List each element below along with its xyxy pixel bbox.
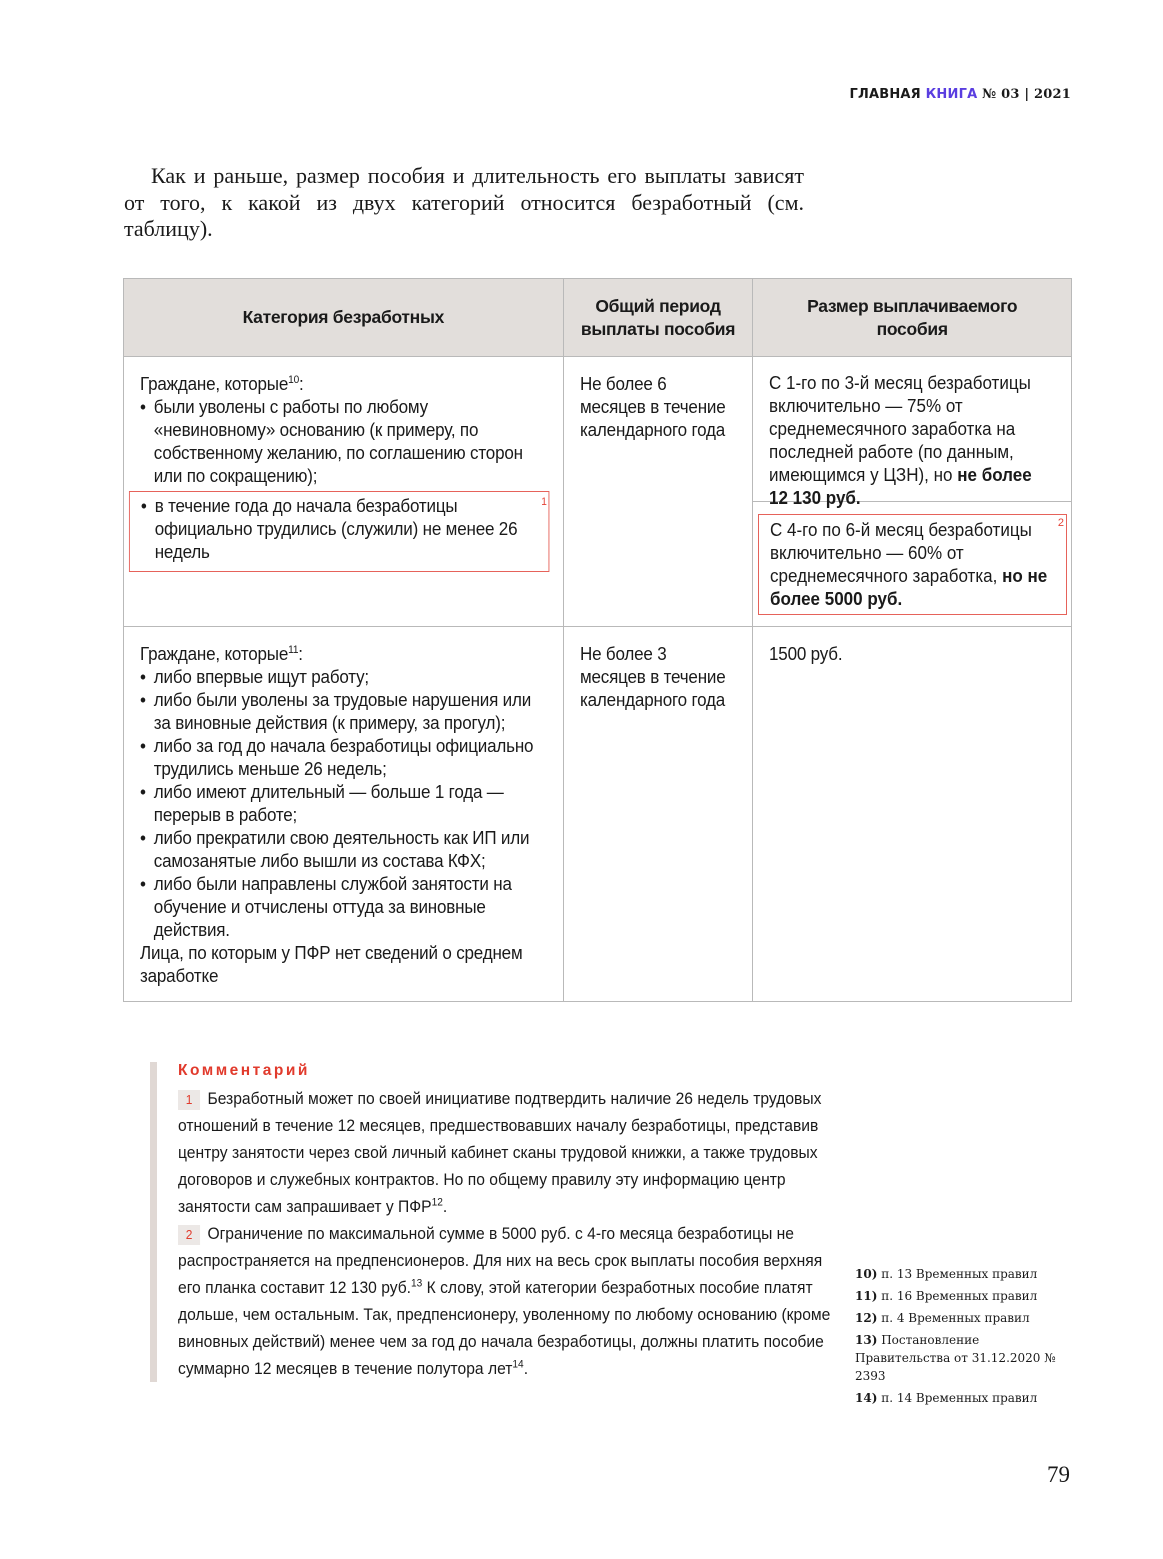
period-text: Не более 3 месяцев в течение календарного года [579,643,726,710]
amount-cell [753,627,1072,1002]
category-lead: Граждане, которые$^{11}$: [140,643,303,664]
intro-text: Как и раньше, размер пособия и длительность его выплаты зависят от того, к какой из двух категорий относится безработный (см. таблицу). [124,163,804,241]
footnote: 10) п. 13 Временных правил [855,1267,1038,1281]
amount-subcell-2 [753,501,1071,615]
footnote-ref: 11 [288,643,299,656]
brand-name-accent: КНИГА [925,87,978,102]
column-header-period: Общий период выплаты пособия [563,279,753,357]
column-header-category: Категория безработных [124,279,564,357]
amount-text: 1500 руб. [769,643,843,664]
unemployment-benefit-table [123,278,1072,1002]
amount-limit-bold: но не более 5000 руб. [770,565,1048,609]
list-item: • либо прекратили свою деятельность как ИП или самозанятые либо вышли из состава КФХ; [140,826,544,872]
highlight-box-2: С 4-го по 6-й месяц безработицы включительно — 60% от среднемесячного заработка, но не более 5000 руб. 2 [758,514,1067,615]
footnote-ref: 10 [288,373,300,386]
comment-number-badge: 1 [178,1090,200,1110]
table-row [124,627,1072,1002]
footnote: 14) п. 14 Временных правил [855,1391,1038,1405]
category-tail: Лица, по которым у ПФР нет сведений о среднем заработке [140,942,523,986]
footnote: 12) п. 4 Временных правил [855,1311,1030,1325]
footnote-ref: 14 [512,1358,524,1371]
column-header-amount: Размер выплачиваемого пособия [753,279,1072,357]
footnote-ref: 12 [431,1196,443,1209]
footnote-ref: 13 [411,1277,423,1290]
list-item-highlighted: • в течение года до начала безработицы официально трудились (служили) не менее 26 недель [141,494,543,563]
list-item: • либо за год до начала безработицы официально трудились меньше 26 недель; [140,734,544,780]
amount-subcell-1: С 1-го по 3-й месяц безработицы включительно — 75% от среднемесячного заработка на последней работе (по данным, имеющимся у ЦЗН), но не более 12 130 руб. [769,372,1033,508]
category-cell [124,357,564,627]
period-text: Не более 6 месяцев в течение календарного года [579,373,726,440]
amount-limit-bold: не более 12 130 руб. [769,464,1033,508]
category-lead: Граждане, которые$^{10}$: [140,373,304,394]
list-item: • либо впервые ищут работу; [140,665,544,688]
brand-name: ГЛАВНАЯ [849,87,921,102]
comment-title: Комментарий [178,1062,310,1079]
period-cell [563,357,753,627]
comment-number-badge: 2 [178,1225,200,1245]
comment-marker: 2 [1057,517,1064,529]
page-number: 79 [1047,1462,1070,1487]
footnote: 13) Постановление Правительства от 31.12.2020 № 2393 [855,1333,1056,1383]
list-item: • либо были уволены за трудовые нарушения или за виновные действия (к примеру, за прогул); [140,688,544,734]
list-item: • были уволены с работы по любому «невиновному» основанию (к примеру, по собственному желанию, по соглашению сторон или по сокращению); [140,395,544,487]
period-cell [563,627,753,1002]
comment-item: 1 Безработный может по своей инициативе подтвердить наличие 26 недель трудовых отношений в течение 12 месяцев, предшествовавших началу безработицы, представив центру занятости через свой личный кабинет сканы трудовой книжки, а также трудовых договоров и служебных контрактов. Но по общему правилу эту информацию центр занятости сам запрашивает у ПФР$^{12}$. [178,1089,822,1216]
footnote: 11) п. 16 Временных правил [855,1289,1038,1303]
category-cell [124,627,564,1002]
footnotes [855,1265,1070,1411]
comment-box [150,1062,838,1382]
list-item: • либо имеют длительный — больше 1 года — перерыв в работе; [140,780,544,826]
issue-number: № 03 | 2021 [982,87,1071,102]
comment-marker: 1 [541,496,547,508]
comment-item: 2 Ограничение по максимальной сумме в 5000 руб. с 4-го месяца безработицы не распространяется на предпенсионеров. Для них на весь срок выплаты пособия верхняя его планка составит 12 130 руб.$^{13}$ К слову, этой категории безработных пособие платят дольше, чем остальным. Так, предпенсионеру, уволенному по любому основанию (кроме виновных действий) менее чем за год до начала безработицы, должны платить пособие суммарно 12 месяцев в течение полутора лет$^{14}$. [178,1224,831,1378]
table-header-row [124,279,1072,357]
amount-cell [753,357,1072,627]
intro-paragraph [124,163,804,243]
list-item: • либо были направлены службой занятости на обучение и отчислены оттуда за виновные действия. [140,872,544,941]
magazine-header [849,87,1071,102]
highlight-box-1 [129,491,550,572]
table-row [124,357,1072,627]
